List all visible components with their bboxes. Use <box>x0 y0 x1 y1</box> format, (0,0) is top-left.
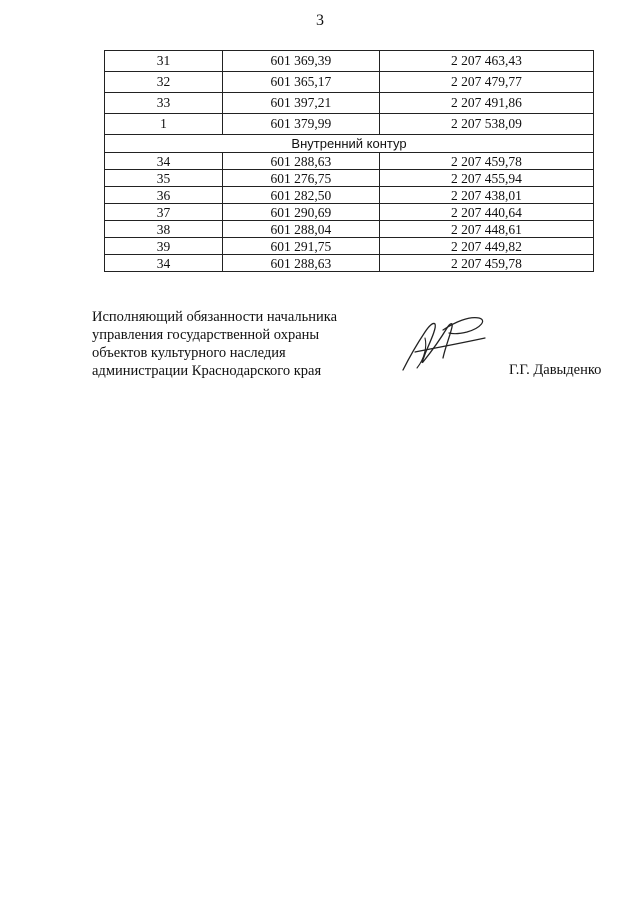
signatory-title-line: объектов культурного наследия <box>92 345 286 361</box>
signatory-title-line: администрации Краснодарского края <box>92 363 322 379</box>
point-number-cell: 34 <box>105 255 223 272</box>
table-row <box>105 72 594 93</box>
point-number-cell: 34 <box>105 153 223 170</box>
table-row <box>105 255 594 272</box>
y-coordinate-cell: 2 207 459,78 <box>379 153 593 170</box>
x-coordinate-cell: 601 290,69 <box>222 204 379 221</box>
table-row <box>105 93 594 114</box>
table-row <box>105 221 594 238</box>
signatory-title <box>92 308 337 380</box>
x-coordinate-cell: 601 369,39 <box>222 51 379 72</box>
table-row <box>105 114 594 135</box>
x-coordinate-cell: 601 365,17 <box>222 72 379 93</box>
x-coordinate-cell: 601 291,75 <box>222 238 379 255</box>
signatory-title-line: управления государственной охраны <box>92 327 320 343</box>
table-row <box>105 238 594 255</box>
point-number-cell: 36 <box>105 187 223 204</box>
y-coordinate-cell: 2 207 463,43 <box>379 51 593 72</box>
y-coordinate-cell: 2 207 440,64 <box>379 204 593 221</box>
y-coordinate-cell: 2 207 538,09 <box>379 114 593 135</box>
point-number-cell: 38 <box>105 221 223 238</box>
y-coordinate-cell: 2 207 459,78 <box>379 255 593 272</box>
y-coordinate-cell: 2 207 448,61 <box>379 221 593 238</box>
point-number-cell: 1 <box>105 114 223 135</box>
x-coordinate-cell: 601 379,99 <box>222 114 379 135</box>
point-number-cell: 37 <box>105 204 223 221</box>
table-row <box>105 51 594 72</box>
y-coordinate-cell: 2 207 438,01 <box>379 187 593 204</box>
x-coordinate-cell: 601 288,04 <box>222 221 379 238</box>
point-number-cell: 31 <box>105 51 223 72</box>
point-number-cell: 39 <box>105 238 223 255</box>
section-header-row <box>105 135 594 153</box>
handwritten-signature <box>395 308 495 378</box>
x-coordinate-cell: 601 288,63 <box>222 255 379 272</box>
coordinates-table <box>104 50 594 272</box>
section-label: Внутренний контур <box>105 135 594 153</box>
x-coordinate-cell: 601 288,63 <box>222 153 379 170</box>
table-row <box>105 204 594 221</box>
point-number-cell: 32 <box>105 72 223 93</box>
signatory-title-line: Исполняющий обязанности начальника <box>92 309 338 325</box>
point-number-cell: 33 <box>105 93 223 114</box>
table-row <box>105 153 594 170</box>
y-coordinate-cell: 2 207 449,82 <box>379 238 593 255</box>
point-number-cell: 35 <box>105 170 223 187</box>
y-coordinate-cell: 2 207 479,77 <box>379 72 593 93</box>
y-coordinate-cell: 2 207 491,86 <box>379 93 593 114</box>
x-coordinate-cell: 601 276,75 <box>222 170 379 187</box>
x-coordinate-cell: 601 397,21 <box>222 93 379 114</box>
y-coordinate-cell: 2 207 455,94 <box>379 170 593 187</box>
page-number: 3 <box>316 12 324 29</box>
signer-name: Г.Г. Давыденко <box>509 362 602 378</box>
x-coordinate-cell: 601 282,50 <box>222 187 379 204</box>
table-row <box>105 170 594 187</box>
table-row <box>105 187 594 204</box>
